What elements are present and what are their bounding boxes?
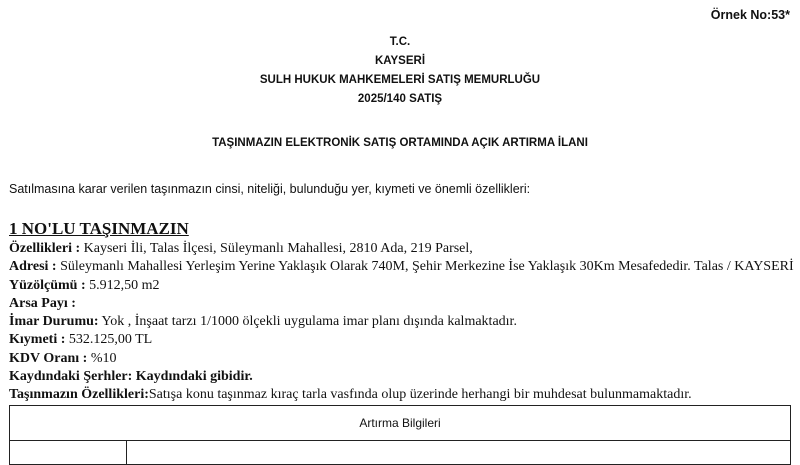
property-field-address	[9, 258, 792, 276]
property-field-zoning	[9, 313, 792, 331]
field-label: Yüzölçümü :	[9, 277, 86, 293]
example-number: Örnek No:53*	[710, 8, 790, 22]
field-label: İmar Durumu:	[9, 314, 99, 330]
auction-info-header: Artırma Bilgileri	[10, 406, 790, 441]
field-value: %10	[87, 350, 117, 366]
property-details	[9, 240, 792, 405]
property-field-value	[9, 331, 792, 349]
property-title: 1 NO'LU TAŞINMAZIN	[9, 219, 189, 238]
field-value: Kayseri İli, Talas İlçesi, Süleymanlı Mahallesi, 2810 Ada, 219 Parsel,	[80, 241, 473, 256]
property-field-features	[9, 240, 792, 258]
field-value: Süleymanlı Mahallesi Yerleşim Yerine Yaklaşık Olarak 740M, Şehir Merkezine İse Yaklaşık 30Km Mesafededir. Talas / KAYSERİ	[56, 259, 794, 275]
intro-text: Satılmasına karar verilen taşınmazın cinsi, niteliği, bulunduğu yer, kıymeti ve önemli özellikleri:	[9, 182, 531, 196]
field-label: Özellikleri :	[9, 241, 81, 256]
property-field-characteristics	[9, 386, 792, 404]
field-value: 5.912,50 m2	[85, 277, 160, 293]
court-header	[0, 33, 800, 109]
field-value: Yok , İnşaat tarzı 1/1000 ölçekli uygulama imar planı dışında kalmaktadır.	[98, 314, 517, 330]
field-label: Adresi :	[9, 259, 57, 275]
field-label: Arsa Payı :	[9, 295, 76, 311]
field-label: Kıymeti :	[9, 332, 66, 348]
field-value: 532.125,00 TL	[65, 332, 153, 348]
announcement-title: TAŞINMAZIN ELEKTRONİK SATIŞ ORTAMINDA AÇIK ARTIRMA İLANI	[212, 137, 588, 149]
header-line-office: SULH HUKUK MAHKEMELERİ SATIŞ MEMURLUĞU	[259, 74, 541, 86]
table-column-divider	[126, 440, 127, 464]
header-line-tc: T.C.	[389, 36, 411, 48]
auction-info-table	[9, 405, 791, 465]
header-line-city: KAYSERİ	[374, 55, 426, 67]
property-field-annotations	[9, 368, 792, 386]
property-field-land-share	[9, 295, 792, 313]
field-value: Satışa konu taşınmaz kıraç tarla vasfında olup üzerinde herhangi bir muhdesat bulunmamaktadır.	[148, 387, 692, 403]
property-field-area	[9, 277, 792, 295]
property-field-vat-rate	[9, 350, 792, 368]
field-label: KDV Oranı :	[9, 350, 88, 366]
field-label: Taşınmazın Özellikleri:	[9, 387, 149, 403]
field-label: Kaydındaki Şerhler: Kaydındaki gibidir.	[9, 369, 253, 385]
header-line-case-number: 2025/140 SATIŞ	[357, 93, 443, 105]
